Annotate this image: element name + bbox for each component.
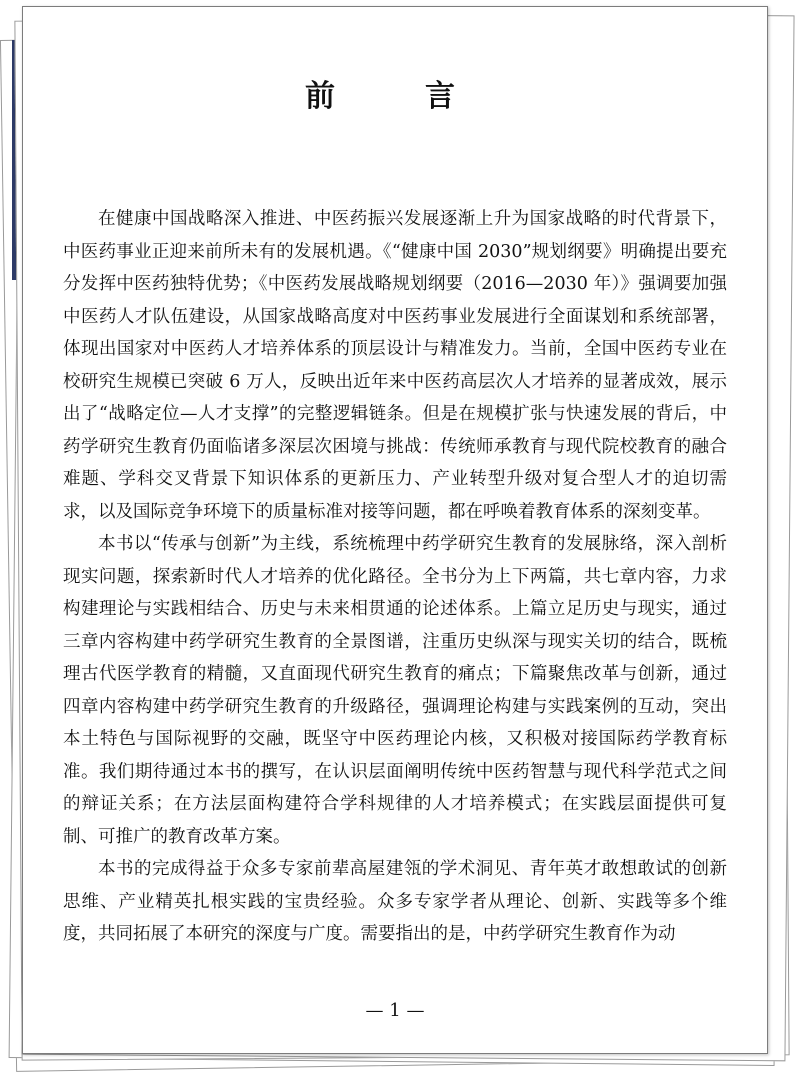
document-page	[22, 6, 768, 1054]
body-text	[63, 203, 727, 951]
page-title: 前 言	[305, 79, 485, 114]
paragraph: 本书以“传承与创新”为主线，系统梳理中药学研究生教育的发展脉络，深入剖析现实问题，探索新时代人才培养的优化路径。全书分为上下两篇，共七章内容，力求构建理论与实践相结合、历史与未来相贯通的论述体系。上篇立足历史与现实，通过三章内容构建中药学研究生教育的全景图谱，注重历史纵深与现实关切的结合，既梳理古代医学教育的精髓，又直面现代研究生教育的痛点；下篇聚焦改革与创新，通过四章内容构建中药学研究生教育的升级路径，强调理论构建与实践案例的互动，突出本土特色与国际视野的交融，既坚守中医药理论内核，又积极对接国际药学教育标准。我们期待通过本书的撰写，在认识层面阐明传统中医药智慧与现代科学范式之间的辩证关系；在方法层面构建符合学科规律的人才培养模式；在实践层面提供可复制、可推广的教育改革方案。	[63, 534, 727, 847]
page-number: — 1 —	[365, 1000, 425, 1021]
paragraph: 本书的完成得益于众多专家前辈高屋建瓴的学术洞见、青年英才敢想敢试的创新思维、产业精英扎根实践的宝贵经验。众多专家学者从理论、创新、实践等多个维度，共同拓展了本研究的深度与广度。需要指出的是，中药学研究生教育作为动	[63, 859, 727, 944]
paragraph: 在健康中国战略深入推进、中医药振兴发展逐渐上升为国家战略的时代背景下，中医药事业正迎来前所未有的发展机遇。《“健康中国 2030”规划纲要》明确提出要充分发挥中医药独特优势；《中医药发展战略规划纲要（2016—2030 年）》强调要加强中医药人才队伍建设，从国家战略高度对中医药事业发展进行全面谋划和系统部署，体现出国家对中医药人才培养体系的顶层设计与精准发力。当前，全国中医药专业在校研究生规模已突破 6 万人，反映出近年来中医药高层次人才培养的显著成效，展示出了“战略定位—人才支撑”的完整逻辑链条。但是在规模扩张与快速发展的背后，中药学研究生教育仍面临诸多深层次困境与挑战：传统师承教育与现代院校教育的融合难题、学科交叉背景下知识体系的更新压力、产业转型升级对复合型人才的迫切需求，以及国际竞争环境下的质量标准对接等问题，都在呼唤着教育体系的深刻变革。	[63, 209, 727, 522]
